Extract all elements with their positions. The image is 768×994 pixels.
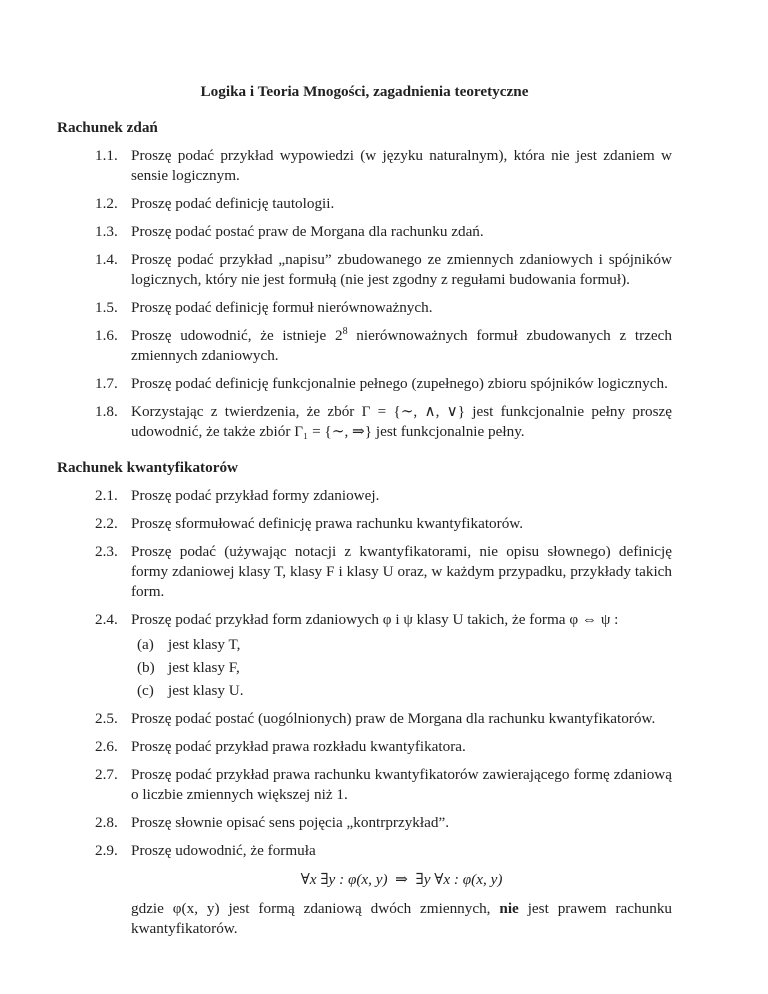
- sub-item: [57, 658, 672, 678]
- question-number: 1.1.: [95, 147, 118, 164]
- question-item: [57, 194, 672, 214]
- question-continuation: [57, 899, 672, 939]
- question-number: 2.5.: [95, 710, 118, 727]
- question-item: [57, 709, 672, 729]
- emphasis: nie: [499, 900, 519, 917]
- sub-label: (c): [137, 682, 154, 699]
- question-text: Proszę podać przykład form zdaniowych φ i ψ klasy U takich, że forma φ ⇔ ψ :: [131, 611, 619, 628]
- question-item: [57, 374, 672, 394]
- question-item: [57, 813, 672, 833]
- question-item: [57, 146, 672, 186]
- question-text: Proszę podać (używając notacji z kwantyfikatorami, nie opisu słownego) definicję formy zdaniowej klasy T, klasy F i klasy U oraz, w każdym przypadku, przykłady takich form.: [131, 543, 672, 600]
- question-number: 1.5.: [95, 299, 118, 316]
- question-number: 2.2.: [95, 515, 118, 532]
- question-text: Proszę udowodnić, że formuła: [131, 842, 316, 859]
- question-number: 2.4.: [95, 611, 118, 628]
- question-text: Proszę sformułować definicję prawa rachunku kwantyfikatorów.: [131, 515, 524, 532]
- sub-text: jest klasy F,: [168, 659, 240, 676]
- question-item: [57, 841, 672, 861]
- question-number: 2.1.: [95, 487, 118, 504]
- question-number: 2.9.: [95, 842, 118, 859]
- section-propositional: [57, 118, 672, 442]
- question-number: 1.2.: [95, 195, 118, 212]
- question-text: gdzie φ(x, y) jest formą zdaniową dwóch zmiennych,: [131, 900, 500, 917]
- question-text: nierównoważnych formuł zbudowanych z trzech zmiennych zdaniowych.: [131, 327, 672, 364]
- question-text: Proszę podać postać praw de Morgana dla rachunku zdań.: [131, 223, 484, 240]
- question-text: Proszę podać przykład wypowiedzi (w języku naturalnym), która nie jest zdaniem w sensie logicznym.: [131, 147, 672, 184]
- question-number: 2.8.: [95, 814, 118, 831]
- question-text: Proszę podać definicję funkcjonalnie pełnego (zupełnego) zbioru spójników logicznych.: [131, 375, 668, 392]
- question-text: Proszę słownie opisać sens pojęcia „kontrprzykład”.: [131, 814, 449, 831]
- question-number: 1.4.: [95, 251, 118, 268]
- question-text: Korzystając z twierdzenia, że zbór Γ = {∼, ∧, ∨} jest funkcjonalnie pełny proszę udowodnić, że także zbiór Γ₁ = {∼, ⇒} jest funkcjonalnie pełny.: [131, 403, 672, 440]
- question-number: 1.3.: [95, 223, 118, 240]
- sub-label: (b): [137, 659, 155, 676]
- section-quantifiers: [57, 458, 672, 939]
- question-number: 2.7.: [95, 766, 118, 783]
- question-item: [57, 737, 672, 757]
- question-number: 2.6.: [95, 738, 118, 755]
- question-text: Proszę podać definicję tautologii.: [131, 195, 335, 212]
- question-number: 2.3.: [95, 543, 118, 560]
- sub-item: [57, 635, 672, 655]
- section-heading: Rachunek zdań: [57, 119, 158, 136]
- question-text: Proszę udowodnić, że istnieje 2: [131, 327, 343, 344]
- question-text: Proszę podać przykład prawa rozkładu kwantyfikatora.: [131, 738, 466, 755]
- question-number: 1.7.: [95, 375, 118, 392]
- document-page: [57, 82, 672, 955]
- document-title: Logika i Teoria Mnogości, zagadnienia teoretyczne: [200, 83, 529, 100]
- sub-text: jest klasy T,: [168, 636, 241, 653]
- question-item: [57, 298, 672, 318]
- question-number: 1.8.: [95, 403, 118, 420]
- question-item: [57, 250, 672, 290]
- question-text: Proszę podać przykład formy zdaniowej.: [131, 487, 380, 504]
- exponent: 8: [342, 325, 348, 337]
- section-heading: Rachunek kwantyfikatorów: [57, 459, 239, 476]
- question-item: [57, 610, 672, 630]
- question-item: [57, 765, 672, 805]
- question-item: [57, 326, 672, 366]
- question-item: [57, 514, 672, 534]
- question-text: Proszę podać przykład prawa rachunku kwantyfikatorów zawierającego formę zdaniową o liczbie zmiennych większej niż 1.: [131, 766, 672, 803]
- question-text: Proszę podać definicję formuł nierównoważnych.: [131, 299, 433, 316]
- question-item: [57, 402, 672, 442]
- question-item: [57, 486, 672, 506]
- question-text: Proszę podać postać (uogólnionych) praw de Morgana dla rachunku kwantyfikatorów.: [131, 710, 656, 727]
- sub-item: [57, 681, 672, 701]
- sub-text: jest klasy U.: [168, 682, 244, 699]
- sub-label: (a): [137, 636, 154, 653]
- question-text: Proszę podać przykład „napisu” zbudowanego ze zmiennych zdaniowych i spójników logicznych, który nie jest formułą (nie jest zgodny z regułami budowania formuł).: [131, 251, 672, 288]
- question-number: 1.6.: [95, 327, 118, 344]
- question-item: [57, 542, 672, 602]
- question-item: [57, 222, 672, 242]
- sub-list: [57, 635, 672, 701]
- formula: ∀x ∃y : φ(x, y) ⇒ ∃y ∀x : φ(x, y): [300, 871, 503, 888]
- question-text: jest prawem rachunku kwantyfikatorów.: [131, 900, 673, 937]
